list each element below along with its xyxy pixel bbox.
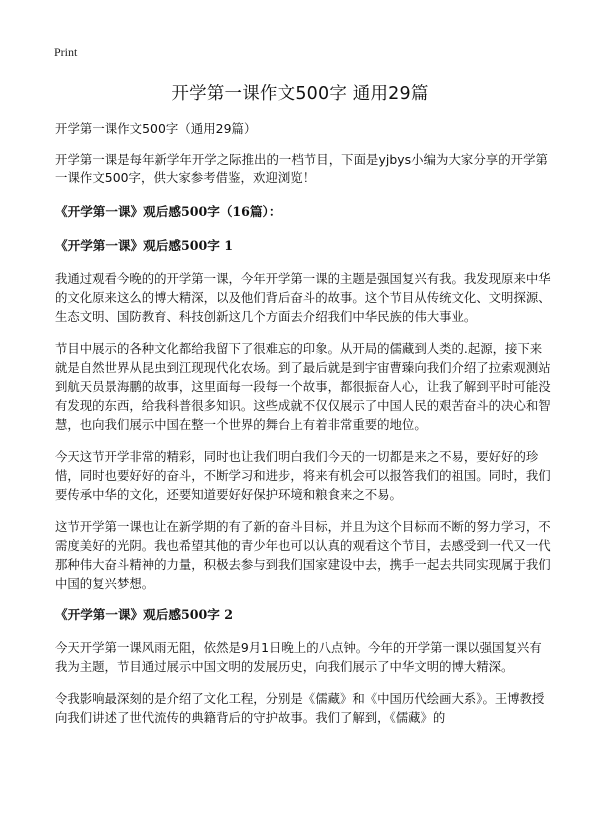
paragraph: 节目中展示的各种文化都给我留下了很难忘的印象。从开局的儒藏到人类的.起源，接下来就是自然世界从昆虫到江现现代化农场。到了最后就是到宇宙曹臻向我们介绍了拉索观测站到航天员景海鹏的故事，这里面每一段每一个故事，都很振奋人心，让我了解到平时可能没有发现的东西，给我科普很多知识。这些成就不仅仅展示了中国人民的艰苦奋斗的决心和智慧，也向我们展示中国在整一个世界的舞台上有着非常重要的地位。 <box>55 340 551 432</box>
essay-heading: 《开学第一课》观后感500字 1 <box>55 237 233 253</box>
paragraph: 令我影响最深刻的是介绍了文化工程，分别是《儒藏》和《中国历代绘画大系》。王博教授向我们讲述了世代流传的典籍背后的守护故事。我们了解到，《儒藏》的 <box>55 690 545 725</box>
essay-2 <box>55 606 551 727</box>
paragraph: 今天这节开学非常的精彩，同时也让我们明白我们今天的一切都是来之不易，要好好的珍惜，同时也要好好的奋斗，不断学习和进步，将来有机会可以报答我们的祖国。同时，我们要传承中华的文化，还要知道要好好保护环境和粮食来之不易。 <box>55 448 551 502</box>
paragraph: 我通过观看今晚的的开学第一课，今年开学第一课的主题是强国复兴有我。我发现原来中华的文化原来这么的博大精深，以及他们背后奋斗的故事。这个节目从传统文化、文明探源、生态文明、国防教育、科技创新这几个方面去介绍我们中华民族的伟大事业。 <box>55 270 551 324</box>
document-subtitle: 开学第一课作文500字（通用29篇） <box>55 121 257 136</box>
document-title: 开学第一课作文500字 通用29篇 <box>171 84 429 104</box>
document-body <box>55 120 551 740</box>
essay-1 <box>55 237 551 593</box>
print-link[interactable]: Print <box>54 45 78 59</box>
paragraph: 今天开学第一课风雨无阻，依然是9月1日晚上的八点钟。今年的开学第一课以强国复兴有我为主题，节目通过展示中国文明的发展历史，向我们展示了中华文明的博大精深。 <box>55 639 542 674</box>
paragraph: 这节开学第一课也让在新学期的有了新的奋斗目标，并且为这个目标而不断的努力学习，不需度美好的光阴。我也希望其他的青少年也可以认真的观看这个节目，去感受到一代又一代那种伟大奋斗精神的力量，积极去参与到我们国家建设中去，携手一起去共同实现属于我们中国的复兴梦想。 <box>55 518 551 591</box>
intro-paragraph: 开学第一课是每年新学年开学之际推出的一档节目，下面是yjbys小编为大家分享的开学第一课作文500字，供大家参考借鉴，欢迎浏览！ <box>55 151 548 185</box>
section-heading: 《开学第一课》观后感500字（16篇）： <box>55 203 282 219</box>
essay-heading: 《开学第一课》观后感500字 2 <box>55 606 233 622</box>
